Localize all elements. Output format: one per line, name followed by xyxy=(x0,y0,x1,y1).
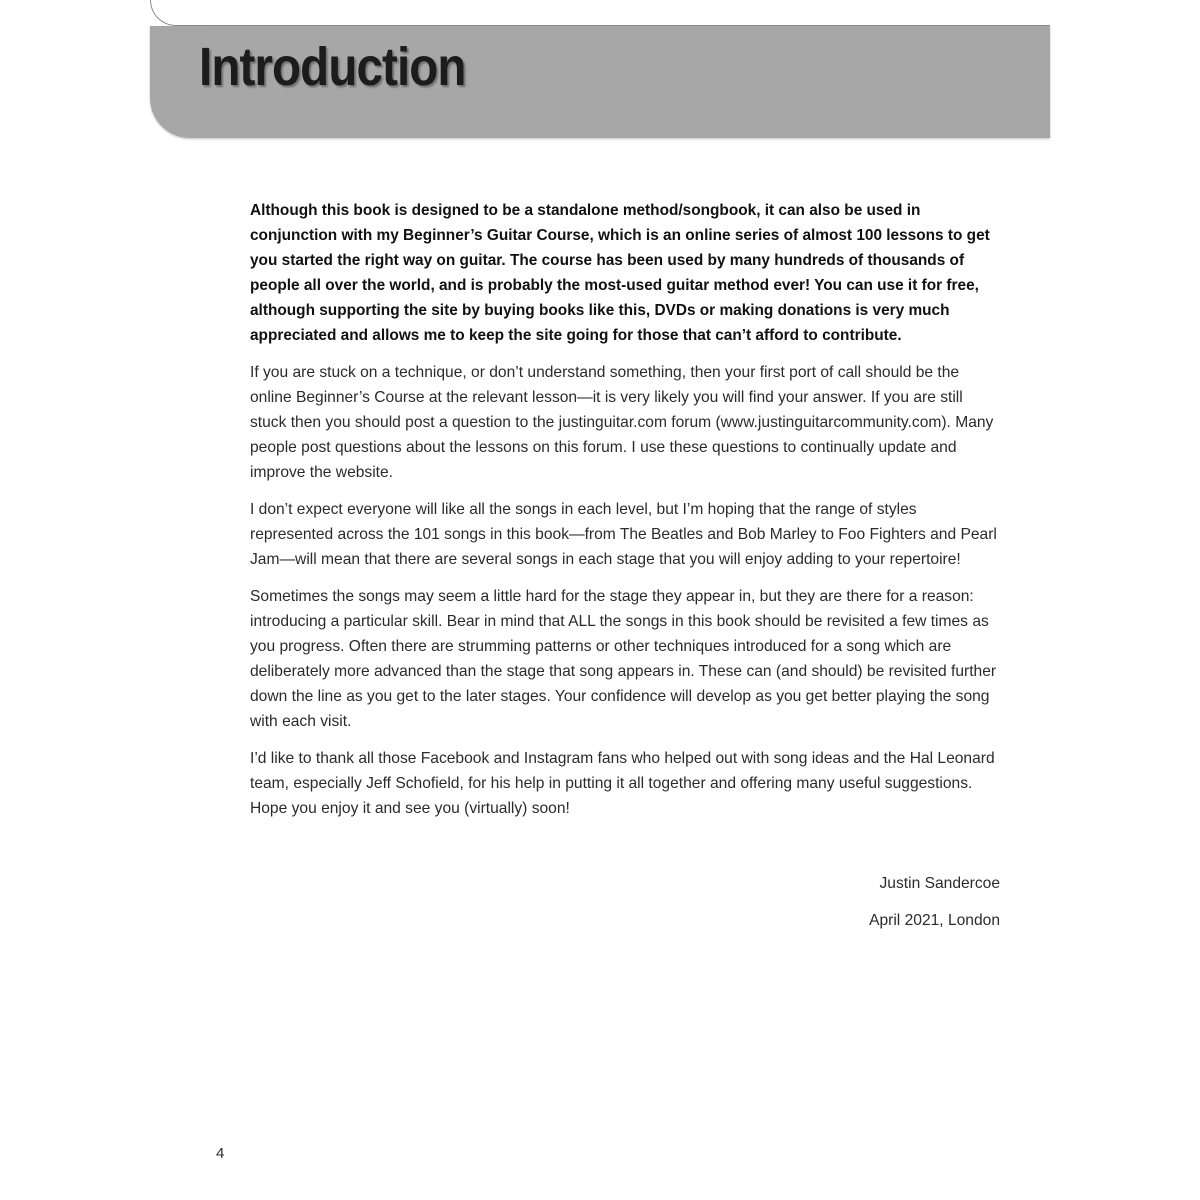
header-corner-tab xyxy=(150,0,210,26)
paragraph-help: If you are stuck on a technique, or don’t understand something, then your first port of call should be the online Beginner’s Course at the relevant lesson—it is very likely you will find your answer. If you are still stuck then you should post a question to the justinguitar.com forum (www.justinguitarcommunity.com). Many people post questions about the lessons on this forum. I use these questions to continually update and improve the website. xyxy=(250,364,994,481)
lead-paragraph: Although this book is designed to be a standalone method/songbook, it can also be used in conjunction with my Beginner’s Guitar Course, which is an online series of almost 100 lessons to get you started the right way on guitar. The course has been used by many hundreds of thousands of people all over the world, and is probably the most-used guitar method ever! You can use it for free, although supporting the site by buying books like this, DVDs or making donations is very much appreciated and allows me to keep the site going for those that can’t afford to contribute. xyxy=(250,202,990,344)
signature-name: Justin Sandercoe xyxy=(879,875,1000,892)
intro-body xyxy=(250,198,1002,833)
header-divider-line xyxy=(176,25,1050,26)
paragraph-thanks: I’d like to thank all those Facebook and Instagram fans who helped out with song ideas and the Hal Leonard team, especially Jeff Schofield, for his help in putting it all together and offering many useful suggestions. Hope you enjoy it and see you (virtually) soon! xyxy=(250,750,995,817)
signature-date: April 2021, London xyxy=(869,912,1000,929)
page-title: Introduction xyxy=(199,37,466,97)
paragraph-difficulty: Sometimes the songs may seem a little hard for the stage they appear in, but they are there for a reason: introducing a particular skill. Bear in mind that ALL the songs in this book should be revisited a few times as you progress. Often there are strumming patterns or other techniques introduced for a song which are deliberately more advanced than the stage that song appears in. These can (and should) be revisited further down the line as you get to the later stages. Your confidence will develop as you get better playing the song with each visit. xyxy=(250,588,997,730)
page-number: 4 xyxy=(216,1145,225,1162)
paragraph-songs: I don’t expect everyone will like all the songs in each level, but I’m hoping that the range of styles represented across the 101 songs in this book—from The Beatles and Bob Marley to Foo Fighters and Pearl Jam—will mean that there are several songs in each stage that you will enjoy adding to your repertoire! xyxy=(250,501,997,568)
